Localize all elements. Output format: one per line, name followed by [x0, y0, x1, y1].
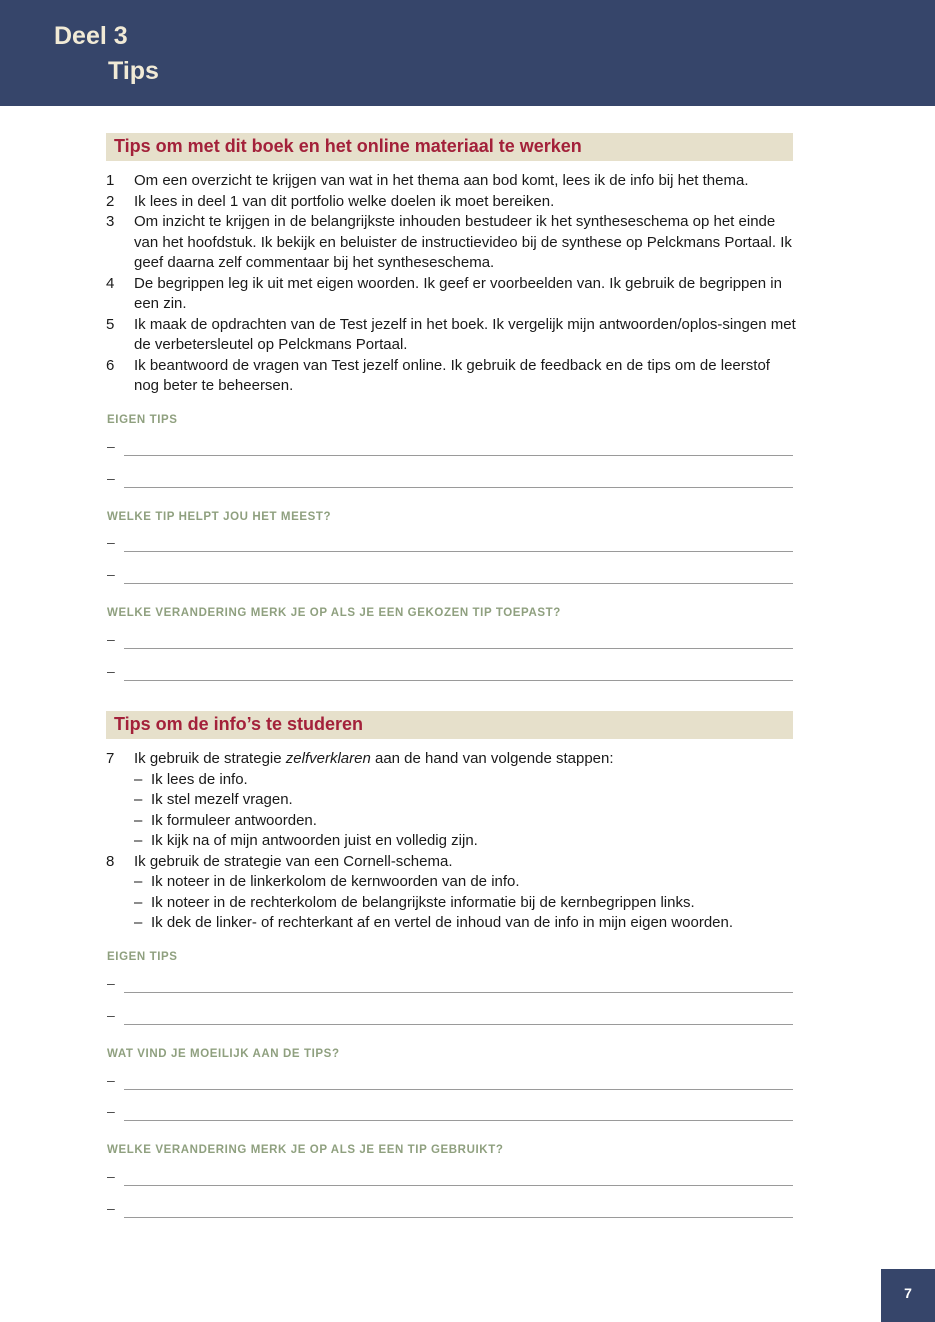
- item-number: 1: [106, 172, 115, 189]
- dash: –: [107, 438, 115, 454]
- sub-item: [134, 893, 796, 914]
- item-text: Ik gebruik de strategie: [134, 750, 286, 767]
- sub-item: [134, 831, 796, 852]
- answer-line[interactable]: [106, 663, 793, 681]
- page-title: Tips: [108, 57, 159, 85]
- dash: –: [134, 791, 143, 808]
- dash: –: [134, 811, 143, 829]
- answer-line[interactable]: [106, 566, 793, 584]
- dash: –: [107, 631, 115, 647]
- tips-list: [106, 171, 796, 397]
- list-item: [106, 274, 796, 315]
- sub-item-text: Ik stel mezelf vragen.: [151, 791, 293, 808]
- sub-item: [134, 770, 796, 791]
- list-item: [106, 315, 796, 356]
- answer-line[interactable]: [106, 1168, 793, 1186]
- item-number: 7: [106, 750, 115, 767]
- prompt-label: EIGEN TIPS: [107, 951, 178, 963]
- dash: –: [134, 873, 143, 890]
- answer-line[interactable]: [106, 438, 793, 456]
- item-text: Om inzicht te krijgen in de belangrijkste inhouden bestudeer ik het syntheseschema op het einde van het hoofdstuk. Ik bekijk en beluister de instructievideo bij de synthese op Pelckmans Portaal. Ik geef daarna zelf commentaar bij het syntheseschema.: [134, 213, 792, 271]
- item-number: 2: [106, 192, 115, 210]
- item-number: 8: [106, 852, 115, 870]
- sub-item: [134, 872, 796, 893]
- prompt-label: WAT VIND JE MOEILIJK AAN DE TIPS?: [107, 1048, 340, 1060]
- list-item: [106, 852, 796, 934]
- list-item: [106, 749, 796, 852]
- sub-item: [134, 811, 796, 832]
- dash: –: [134, 893, 143, 911]
- section-heading: Tips om met dit boek en het online materiaal te werken: [114, 136, 582, 156]
- sub-item: [134, 913, 796, 934]
- dash: –: [107, 470, 115, 486]
- answer-line[interactable]: [106, 470, 793, 488]
- page-header: [0, 0, 935, 106]
- item-text: Ik beantwoord de vragen van Test jezelf online. Ik gebruik de feedback en de tips om de leerstof nog beter te beheersen.: [134, 356, 770, 394]
- item-text: Ik maak de opdrachten van de Test jezelf in het boek. Ik vergelijk mijn antwoorden/oplos-singen met de verbetersleutel op Pelckmans Portaal.: [134, 315, 796, 353]
- section-heading: Tips om de info’s te studeren: [114, 714, 364, 734]
- answer-line[interactable]: [106, 631, 793, 649]
- sub-item-text: Ik lees de info.: [151, 770, 248, 788]
- sub-item-text: Ik noteer in de rechterkolom de belangrijkste informatie bij de kernbegrippen links.: [151, 893, 695, 911]
- section-heading-bar: [106, 711, 793, 739]
- item-number: 5: [106, 315, 115, 333]
- prompt-label: WELKE TIP HELPT JOU HET MEEST?: [107, 511, 332, 523]
- item-number: 4: [106, 274, 115, 292]
- item-text: aan de hand van volgende stappen:: [370, 750, 614, 767]
- prompt-label: EIGEN TIPS: [107, 414, 178, 426]
- answer-line[interactable]: [106, 1007, 793, 1025]
- answer-line[interactable]: [106, 1072, 793, 1090]
- sub-item-text: Ik kijk na of mijn antwoorden juist en volledig zijn.: [151, 832, 478, 849]
- part-label: Deel 3: [54, 22, 128, 50]
- dash: –: [134, 832, 143, 849]
- dash: –: [107, 1103, 115, 1119]
- item-text: Om een overzicht te krijgen van wat in het thema aan bod komt, lees ik de info bij het thema.: [134, 172, 749, 189]
- page-number-badge: [881, 1269, 935, 1322]
- list-item: [106, 212, 796, 274]
- sub-item-text: Ik noteer in de linkerkolom de kernwoorden van de info.: [151, 873, 520, 890]
- item-number: 3: [106, 213, 115, 230]
- sub-item-text: Ik formuleer antwoorden.: [151, 811, 317, 829]
- sub-item: [134, 790, 796, 811]
- answer-line[interactable]: [106, 534, 793, 552]
- dash: –: [107, 663, 115, 679]
- study-tips-list: [106, 749, 796, 934]
- item-text: Ik lees in deel 1 van dit portfolio welke doelen ik moet bereiken.: [134, 192, 555, 210]
- list-item: [106, 356, 796, 397]
- dash: –: [134, 770, 143, 788]
- item-text: De begrippen leg ik uit met eigen woorden. Ik geef er voorbeelden van. Ik gebruik de begrippen in een zin.: [134, 274, 782, 312]
- answer-line[interactable]: [106, 1200, 793, 1218]
- dash: –: [134, 914, 143, 931]
- item-number: 6: [106, 356, 115, 374]
- dash: –: [107, 1007, 115, 1023]
- dash: –: [107, 1072, 115, 1088]
- prompt-label: WELKE VERANDERING MERK JE OP ALS JE EEN TIP GEBRUIKT?: [107, 1144, 504, 1156]
- dash: –: [107, 1168, 115, 1184]
- answer-line[interactable]: [106, 1103, 793, 1121]
- list-item: [106, 171, 796, 192]
- list-item: [106, 192, 796, 213]
- dash: –: [107, 534, 115, 550]
- item-text: Ik gebruik de strategie van een Cornell-schema.: [134, 852, 453, 870]
- dash: –: [107, 975, 115, 991]
- item-text-italic: zelfverklaren: [285, 750, 371, 767]
- dash: –: [107, 566, 115, 582]
- sub-item-text: Ik dek de linker- of rechterkant af en vertel de inhoud van de info in mijn eigen woorden.: [151, 914, 734, 931]
- dash: –: [107, 1200, 115, 1216]
- section-heading-bar: [106, 133, 793, 161]
- page-number: 7: [904, 1285, 912, 1301]
- answer-line[interactable]: [106, 975, 793, 993]
- prompt-label: WELKE VERANDERING MERK JE OP ALS JE EEN GEKOZEN TIP TOEPAST?: [107, 607, 561, 619]
